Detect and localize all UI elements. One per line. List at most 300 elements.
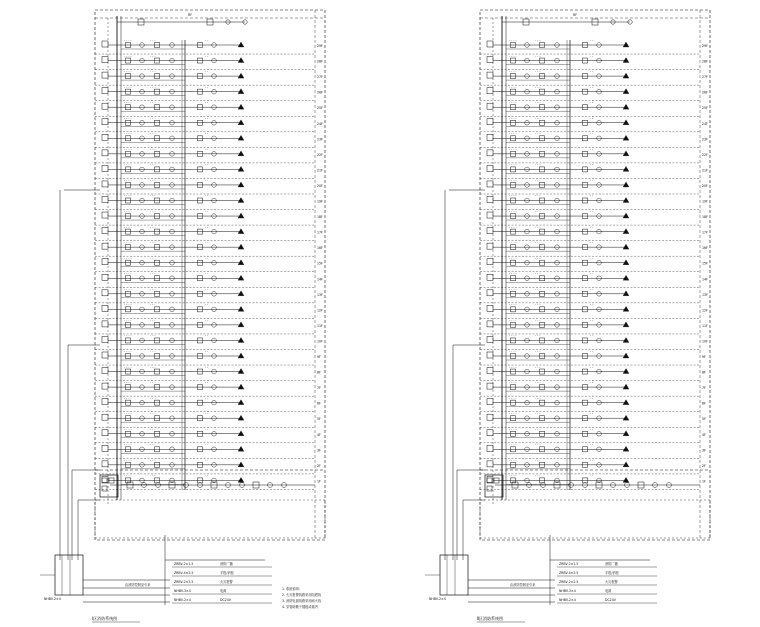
row-annotation: - - - - bbox=[124, 255, 132, 260]
row-label: 26F bbox=[317, 90, 323, 95]
row-label: 19F bbox=[317, 199, 323, 204]
module-box bbox=[487, 368, 493, 374]
drawing-caption: Ⅰ区消防系统图 bbox=[92, 616, 118, 621]
floor-row bbox=[480, 287, 708, 303]
row-annotation: - - - bbox=[535, 380, 541, 385]
floor-row bbox=[95, 116, 323, 132]
module-box bbox=[102, 259, 108, 265]
speaker-icon bbox=[238, 244, 244, 249]
floor-row bbox=[95, 427, 321, 443]
row-annotation: - - - - bbox=[124, 473, 132, 478]
floor-row bbox=[95, 69, 323, 85]
row-label: 8F bbox=[702, 370, 706, 375]
row-annotation: - - bbox=[205, 302, 209, 307]
row-annotation: - - - bbox=[150, 147, 156, 152]
speaker-icon bbox=[238, 229, 244, 234]
floor-row bbox=[480, 271, 708, 287]
row-annotation: - - - bbox=[535, 255, 541, 260]
row-annotation: - - - - bbox=[509, 287, 517, 291]
row-annotation: - - - bbox=[535, 271, 541, 276]
row-label: 18F bbox=[317, 215, 323, 220]
row-annotation: - - - bbox=[150, 287, 156, 291]
row-annotation: - - - - bbox=[124, 224, 132, 229]
speaker-icon bbox=[623, 275, 629, 280]
floor-row bbox=[95, 287, 323, 303]
floor-row bbox=[480, 365, 706, 381]
legend-purpose: 手报/消栓 bbox=[220, 571, 234, 575]
module-box bbox=[487, 150, 493, 156]
row-annotation: - - - bbox=[535, 84, 541, 89]
module-box bbox=[102, 41, 108, 47]
row-annotation: - - bbox=[590, 271, 594, 276]
row-label: 23F bbox=[702, 137, 708, 142]
module-box bbox=[102, 88, 108, 94]
speaker-icon bbox=[238, 42, 244, 47]
row-label: 10F bbox=[317, 339, 323, 344]
module-box bbox=[487, 336, 493, 342]
row-label: 2F bbox=[702, 463, 706, 468]
legend-purpose: 电源 bbox=[220, 589, 227, 593]
module-box bbox=[487, 321, 493, 327]
row-annotation: - - bbox=[590, 333, 594, 338]
row-annotation: - - bbox=[205, 333, 209, 338]
floor-row bbox=[480, 411, 706, 427]
row-annotation: - - - - bbox=[509, 115, 517, 120]
speaker-icon bbox=[238, 73, 244, 78]
row-label: 9F bbox=[702, 355, 706, 359]
module-box bbox=[487, 197, 493, 203]
row-annotation: - - - bbox=[535, 364, 541, 369]
row-annotation: - - - - bbox=[509, 271, 517, 276]
row-annotation: - - - - bbox=[509, 100, 517, 105]
floor-row bbox=[480, 163, 708, 179]
row-annotation: - - - - bbox=[509, 442, 517, 447]
row-annotation: - - - bbox=[535, 287, 541, 291]
design-note: 4. 穿管暗敷于楼板或墙内 bbox=[282, 605, 318, 609]
legend-cable: NHBV-2×4 bbox=[174, 598, 191, 602]
module-box bbox=[487, 430, 493, 436]
row-annotation: - - - bbox=[150, 395, 156, 400]
row-label: RF bbox=[573, 13, 578, 17]
module-box bbox=[102, 414, 108, 420]
row-annotation: - - - - bbox=[124, 302, 132, 307]
floor-row bbox=[480, 349, 706, 365]
module-box bbox=[487, 414, 493, 420]
row-annotation: - - - bbox=[150, 271, 156, 276]
row-annotation: - - bbox=[590, 458, 594, 463]
row-label: 22F bbox=[702, 152, 708, 157]
row-annotation: - - - - bbox=[124, 349, 132, 354]
floor-row bbox=[480, 209, 708, 225]
row-annotation: - - bbox=[205, 224, 209, 229]
row-annotation: - - - bbox=[535, 224, 541, 229]
floor-row bbox=[480, 69, 708, 85]
floor-row bbox=[480, 240, 708, 256]
speaker-icon bbox=[238, 415, 244, 420]
row-annotation: - - - bbox=[150, 115, 156, 120]
row-annotation: - - - - bbox=[124, 364, 132, 369]
row-label: 27F bbox=[317, 75, 323, 80]
row-annotation: - - bbox=[205, 178, 209, 183]
row-annotation: - - - - bbox=[509, 147, 517, 152]
floor-row bbox=[480, 147, 708, 163]
floor-row bbox=[95, 132, 323, 148]
floor-row bbox=[95, 163, 323, 179]
row-annotation: - - - - bbox=[124, 131, 132, 136]
speaker-icon bbox=[623, 384, 629, 389]
legend-purpose: DC24V bbox=[220, 598, 231, 602]
row-annotation: - - - bbox=[535, 38, 541, 43]
speaker-icon bbox=[238, 400, 244, 405]
drawing-caption: Ⅱ区消防系统图 bbox=[477, 616, 503, 621]
speaker-icon bbox=[623, 260, 629, 265]
floor-row bbox=[480, 427, 706, 443]
floor-row bbox=[95, 54, 323, 70]
row-annotation: - - - bbox=[150, 224, 156, 229]
speaker-icon bbox=[238, 431, 244, 436]
row-annotation: - - bbox=[590, 147, 594, 152]
legend-purpose: 手报/消栓 bbox=[605, 571, 619, 575]
row-label: 2F bbox=[317, 463, 321, 468]
row-annotation: - - bbox=[205, 271, 209, 276]
row-label: RF bbox=[188, 13, 193, 17]
row-annotation: - - - - bbox=[509, 255, 517, 260]
row-annotation: - - bbox=[205, 395, 209, 400]
legend-purpose: DC24V bbox=[605, 598, 616, 602]
row-label: 18F bbox=[702, 215, 708, 220]
row-label: 17F bbox=[317, 230, 323, 235]
module-box bbox=[487, 259, 493, 265]
row-annotation: - - - - bbox=[509, 53, 517, 58]
row-annotation: - - - bbox=[150, 426, 156, 431]
row-annotation: - - bbox=[590, 193, 594, 198]
speaker-icon bbox=[238, 322, 244, 327]
module-box bbox=[487, 134, 493, 140]
module-box bbox=[487, 445, 493, 451]
module-box bbox=[487, 181, 493, 187]
floor-row bbox=[95, 318, 323, 334]
floor-row bbox=[95, 411, 321, 427]
row-annotation: - - bbox=[205, 442, 209, 447]
row-annotation: - - bbox=[590, 364, 594, 369]
floor-row bbox=[95, 380, 321, 396]
row-label: 4F bbox=[702, 432, 706, 437]
row-annotation: - - - - bbox=[124, 84, 132, 89]
row-annotation: - - - - bbox=[124, 100, 132, 105]
row-annotation: - - - bbox=[150, 318, 156, 323]
module-box bbox=[102, 430, 108, 436]
floor-row bbox=[480, 38, 708, 54]
floor-row bbox=[95, 38, 323, 54]
speaker-icon bbox=[238, 213, 244, 218]
speaker-icon bbox=[623, 58, 629, 63]
speaker-icon bbox=[238, 477, 244, 482]
row-annotation: - - - bbox=[150, 380, 156, 385]
row-annotation: - - - bbox=[535, 69, 541, 74]
row-annotation: - - - bbox=[535, 240, 541, 245]
module-box bbox=[102, 243, 108, 249]
legend-cable: NHBV-2×4 bbox=[559, 598, 576, 602]
module-box bbox=[487, 103, 493, 109]
floor-row bbox=[95, 396, 321, 412]
row-label: 28F bbox=[317, 59, 323, 64]
row-annotation: - - - - bbox=[124, 380, 132, 385]
module-box bbox=[102, 321, 108, 327]
legend-purpose: 火灾报警 bbox=[605, 580, 618, 584]
module-box bbox=[102, 103, 108, 109]
row-annotation: - - - - bbox=[509, 426, 517, 431]
row-annotation: - - bbox=[590, 318, 594, 323]
row-annotation: - - bbox=[590, 100, 594, 105]
cabinet-module bbox=[487, 486, 492, 491]
speaker-icon bbox=[238, 89, 244, 94]
floor-row bbox=[95, 256, 323, 272]
row-annotation: - - - - bbox=[124, 458, 132, 463]
row-annotation: - - - - bbox=[509, 411, 517, 416]
row-annotation: - - bbox=[590, 178, 594, 183]
legend-cable: ZRBV-2×2.5 bbox=[174, 580, 194, 584]
module-box bbox=[487, 228, 493, 234]
speaker-icon bbox=[238, 198, 244, 203]
row-annotation: - - bbox=[590, 131, 594, 136]
row-annotation: - - - bbox=[535, 349, 541, 354]
row-annotation: - - - bbox=[150, 100, 156, 105]
speaker-icon bbox=[623, 415, 629, 420]
row-label: 14F bbox=[317, 277, 323, 282]
row-annotation: - - bbox=[205, 240, 209, 245]
basement-zone bbox=[480, 500, 710, 538]
floor-row bbox=[480, 318, 708, 334]
module-box bbox=[487, 352, 493, 358]
legend-cable: ZRBV-4×2.5 bbox=[559, 571, 579, 575]
speaker-icon bbox=[238, 120, 244, 125]
speaker-icon bbox=[623, 291, 629, 296]
module-box bbox=[102, 165, 108, 171]
row-annotation: - - - - bbox=[124, 395, 132, 400]
row-annotation: - - - - bbox=[124, 69, 132, 74]
speaker-icon bbox=[238, 291, 244, 296]
speaker-icon bbox=[623, 322, 629, 327]
row-annotation: - - bbox=[590, 240, 594, 245]
speaker-icon bbox=[238, 275, 244, 280]
row-annotation: - - - - bbox=[124, 115, 132, 120]
row-annotation: - - bbox=[205, 193, 209, 198]
row-annotation: - - - - bbox=[509, 458, 517, 463]
design-note: 3. 消防电源线路采用耐火线 bbox=[282, 599, 322, 603]
row-label: 5F bbox=[702, 417, 706, 422]
row-annotation: - - - bbox=[150, 69, 156, 74]
row-annotation: - - - - bbox=[509, 302, 517, 307]
speaker-icon bbox=[238, 182, 244, 187]
row-label: 20F bbox=[702, 183, 708, 188]
row-label: 21F bbox=[702, 168, 708, 173]
speaker-icon bbox=[623, 151, 629, 156]
floor-row bbox=[95, 334, 323, 350]
row-annotation: - - - - bbox=[124, 240, 132, 245]
module-box bbox=[102, 274, 108, 280]
row-annotation: - - - bbox=[535, 147, 541, 152]
floor-row bbox=[95, 194, 323, 210]
row-annotation: - - - bbox=[535, 458, 541, 463]
row-annotation: - - bbox=[590, 209, 594, 214]
floor-row bbox=[95, 85, 323, 101]
speaker-icon bbox=[238, 384, 244, 389]
row-label: 24F bbox=[317, 121, 323, 126]
row-label: 13F bbox=[317, 292, 323, 297]
row-annotation: - - - - bbox=[509, 178, 517, 183]
module-box bbox=[102, 305, 108, 311]
row-annotation: - - - bbox=[535, 302, 541, 307]
module-box bbox=[102, 352, 108, 358]
floor-row bbox=[480, 303, 708, 319]
speaker-icon bbox=[623, 73, 629, 78]
row-annotation: - - - bbox=[150, 255, 156, 260]
module-box bbox=[102, 368, 108, 374]
row-label: 12F bbox=[317, 308, 323, 313]
floor-row bbox=[480, 194, 708, 210]
speaker-icon bbox=[623, 213, 629, 218]
speaker-icon bbox=[623, 229, 629, 234]
controller-label: NHBV-2×4 bbox=[429, 597, 446, 601]
row-annotation: - - bbox=[205, 426, 209, 431]
row-annotation: - - - - bbox=[124, 53, 132, 58]
row-annotation: - - bbox=[590, 287, 594, 291]
speaker-icon bbox=[623, 446, 629, 451]
floor-row bbox=[480, 132, 708, 148]
speaker-icon bbox=[623, 369, 629, 374]
row-annotation: - - bbox=[205, 147, 209, 152]
row-annotation: - - bbox=[590, 380, 594, 385]
speaker-icon bbox=[238, 446, 244, 451]
floor-row bbox=[95, 225, 323, 241]
module-box bbox=[102, 461, 108, 467]
floor-row bbox=[95, 303, 323, 319]
row-annotation: - - - - bbox=[124, 333, 132, 338]
row-annotation: - - bbox=[205, 411, 209, 416]
module-box bbox=[102, 336, 108, 342]
row-label: 21F bbox=[317, 168, 323, 173]
row-label: 15F bbox=[317, 261, 323, 266]
row-annotation: - - bbox=[590, 395, 594, 400]
row-annotation: - - - - bbox=[509, 364, 517, 369]
row-annotation: - - bbox=[205, 100, 209, 105]
row-annotation: - - - - bbox=[509, 131, 517, 136]
legend-purpose: 火灾报警 bbox=[220, 580, 233, 584]
speaker-icon bbox=[623, 337, 629, 342]
row-annotation: - - - - bbox=[124, 442, 132, 447]
row-annotation: - - bbox=[205, 473, 209, 478]
row-annotation: - - - bbox=[535, 411, 541, 416]
module-box bbox=[102, 383, 108, 389]
row-annotation: - - bbox=[205, 69, 209, 74]
row-label: 7F bbox=[702, 386, 706, 391]
legend-purpose: 电源 bbox=[605, 589, 612, 593]
module-box bbox=[487, 119, 493, 125]
module-box bbox=[487, 399, 493, 405]
row-annotation: - - bbox=[205, 318, 209, 323]
row-annotation: - - - - bbox=[509, 380, 517, 385]
speaker-icon bbox=[623, 244, 629, 249]
legend-cable: ZRBV-4×2.5 bbox=[174, 571, 194, 575]
speaker-icon bbox=[623, 120, 629, 125]
row-annotation: - - bbox=[590, 426, 594, 431]
row-annotation: - - bbox=[205, 84, 209, 89]
module-box bbox=[102, 150, 108, 156]
speaker-icon bbox=[623, 104, 629, 109]
row-annotation: - - - - bbox=[124, 318, 132, 323]
fire-alarm-controller bbox=[55, 555, 83, 595]
row-annotation: - - - - bbox=[509, 349, 517, 354]
row-label: 7F bbox=[317, 386, 321, 391]
row-annotation: - - bbox=[205, 349, 209, 354]
floor-row bbox=[95, 349, 321, 365]
row-annotation: - - - bbox=[150, 131, 156, 136]
module-box bbox=[487, 41, 493, 47]
speaker-icon bbox=[623, 306, 629, 311]
floor-row bbox=[95, 474, 321, 490]
floor-row bbox=[95, 458, 321, 474]
floor-row bbox=[95, 209, 323, 225]
module-box bbox=[487, 165, 493, 171]
module-box bbox=[487, 461, 493, 467]
row-label: 29F bbox=[702, 44, 708, 48]
row-annotation: - - bbox=[590, 411, 594, 416]
floor-row bbox=[480, 54, 708, 70]
row-annotation: - - bbox=[590, 224, 594, 229]
module-box bbox=[102, 197, 108, 203]
row-annotation: - - - - bbox=[509, 395, 517, 400]
row-annotation: - - - - bbox=[124, 411, 132, 416]
legend-cable: NHBV-3×4 bbox=[174, 589, 191, 593]
row-annotation: - - - - bbox=[124, 209, 132, 214]
row-label: 11F bbox=[317, 323, 323, 328]
row-label: 4F bbox=[317, 432, 321, 437]
speaker-icon bbox=[238, 260, 244, 265]
module-box bbox=[487, 305, 493, 311]
left-riser-diagram bbox=[40, 10, 325, 622]
row-annotation: - - bbox=[205, 53, 209, 58]
speaker-icon bbox=[238, 306, 244, 311]
row-label: 8F bbox=[317, 370, 321, 375]
controller-label: NHBV-2×4 bbox=[44, 597, 61, 601]
speaker-icon bbox=[623, 477, 629, 482]
row-annotation: - - bbox=[590, 442, 594, 447]
module-box bbox=[102, 399, 108, 405]
row-annotation: - - bbox=[205, 380, 209, 385]
row-annotation: - - - - bbox=[509, 318, 517, 323]
row-annotation: - - - bbox=[150, 53, 156, 58]
row-annotation: - - - bbox=[150, 209, 156, 214]
floor-row bbox=[95, 240, 323, 256]
design-note: 2. 火灾报警线路采用阻燃线 bbox=[282, 593, 322, 597]
row-label: 14F bbox=[702, 277, 708, 282]
module-box bbox=[487, 383, 493, 389]
cabinet-module bbox=[102, 486, 107, 491]
row-annotation: - - - bbox=[535, 53, 541, 58]
row-annotation: - - - - bbox=[124, 162, 132, 167]
legend-source: 由消防控制室引来 bbox=[125, 583, 151, 587]
speaker-icon bbox=[238, 462, 244, 467]
module-box bbox=[487, 57, 493, 63]
module-box bbox=[102, 290, 108, 296]
floor-row bbox=[95, 100, 323, 116]
row-label: 1F bbox=[702, 479, 706, 484]
speaker-icon bbox=[238, 135, 244, 140]
row-annotation: - - bbox=[590, 115, 594, 120]
speaker-icon bbox=[238, 353, 244, 358]
speaker-icon bbox=[238, 58, 244, 63]
module-box bbox=[102, 212, 108, 218]
